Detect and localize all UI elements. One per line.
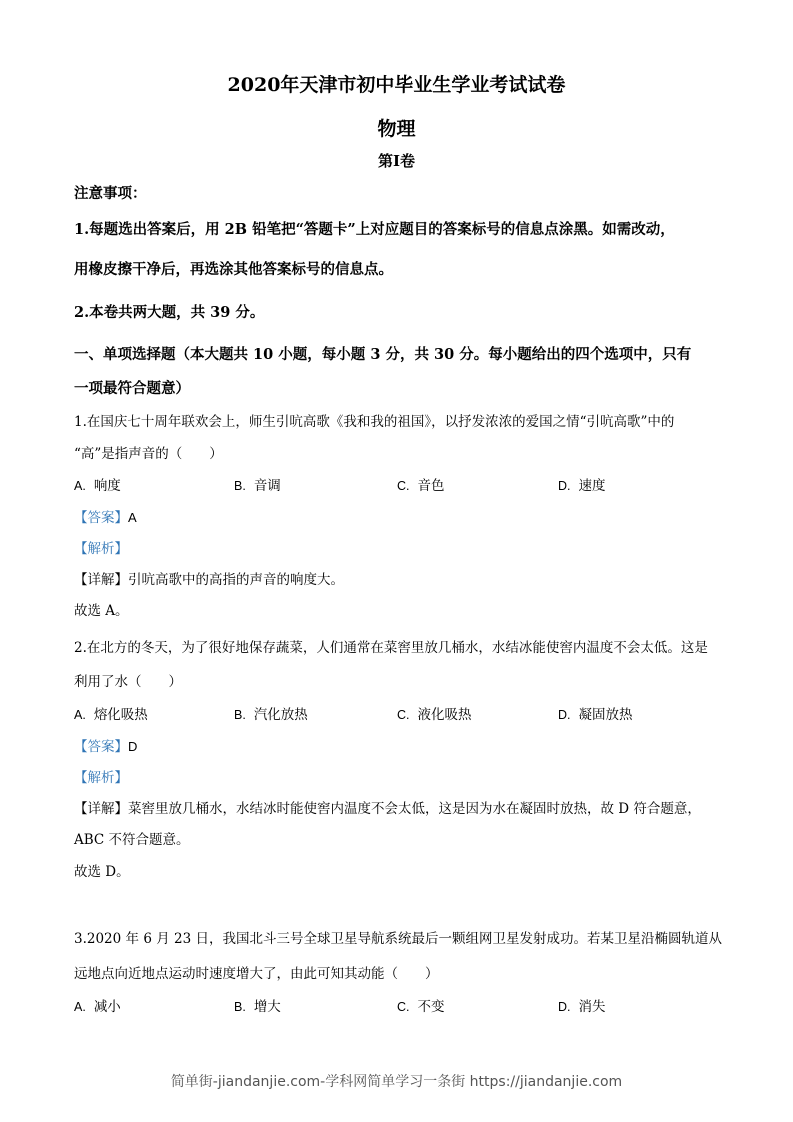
option-a: A. 响度 bbox=[74, 478, 121, 494]
question-1-line-2: “高”是指声音的（ ） bbox=[74, 446, 223, 462]
question-1-detail: 【详解】引吭高歌中的高指的声音的响度大。 bbox=[74, 572, 344, 588]
notice-item-2: 2.本卷共两大题，共 39 分。 bbox=[74, 304, 265, 321]
option-d: D. 消失 bbox=[558, 999, 606, 1015]
option-d: D. 凝固放热 bbox=[558, 707, 633, 723]
question-2-detail-line-1: 【详解】菜窖里放几桶水，水结冰时能使窖内温度不会太低，这是因为水在凝固时放热，故 D 符合题意， bbox=[74, 801, 701, 817]
section-1-heading-line-1: 一、单项选择题（本大题共 10 小题，每小题 3 分，共 30 分。每小题给出的四个选项中，只有 bbox=[74, 346, 692, 363]
question-1-line-1: 1.在国庆七十周年联欢会上，师生引吭高歌《我和我的祖国》，以抒发浓浓的爱国之情“引吭高歌”中的 bbox=[74, 414, 675, 430]
answer-value: A bbox=[128, 510, 137, 525]
question-2-conclusion: 故选 D。 bbox=[74, 864, 130, 880]
subject-title: 物理 bbox=[377, 118, 416, 140]
question-1-answer bbox=[74, 506, 137, 526]
option-c: C. 液化吸热 bbox=[397, 707, 472, 723]
option-b: B. 增大 bbox=[234, 999, 281, 1015]
notice-heading: 注意事项： bbox=[74, 185, 147, 202]
notice-item-1-line-2: 用橡皮擦干净后，再选涂其他答案标号的信息点。 bbox=[74, 261, 393, 278]
answer-value: D bbox=[128, 739, 138, 754]
page-footer: 简单街-jiandanjie.com-学科网简单学习一条街 https://jiandanjie.com bbox=[170, 1074, 623, 1090]
question-1-analysis-tag: 【解析】 bbox=[74, 541, 128, 557]
option-b: B. 音调 bbox=[234, 478, 281, 494]
question-2-analysis-tag: 【解析】 bbox=[74, 770, 128, 786]
volume-label: 第Ⅰ卷 bbox=[377, 152, 416, 170]
question-2-line-1: 2.在北方的冬天，为了很好地保存蔬菜，人们通常在菜窖里放几桶水，水结冰能使窖内温度不会太低。这是 bbox=[74, 640, 708, 656]
exam-title: 2020年天津市初中毕业生学业考试试卷 bbox=[227, 74, 566, 96]
option-c: C. 音色 bbox=[397, 478, 445, 494]
question-1-conclusion: 故选 A。 bbox=[74, 603, 129, 619]
question-2-answer bbox=[74, 735, 137, 755]
answer-tag: 【答案】 bbox=[74, 739, 128, 755]
question-2-line-2: 利用了水（ ） bbox=[74, 674, 182, 690]
answer-tag: 【答案】 bbox=[74, 510, 128, 526]
question-3-line-1: 3.2020 年 6 月 23 日，我国北斗三号全球卫星导航系统最后一颗组网卫星发射成功。若某卫星沿椭圆轨道从 bbox=[74, 931, 722, 947]
option-c: C. 不变 bbox=[397, 999, 445, 1015]
option-b: B. 汽化放热 bbox=[234, 707, 308, 723]
question-3-line-2: 远地点向近地点运动时速度增大了，由此可知其动能（ ） bbox=[74, 966, 439, 982]
option-a: A. 熔化吸热 bbox=[74, 707, 148, 723]
option-d: D. 速度 bbox=[558, 478, 606, 494]
option-a: A. 减小 bbox=[74, 999, 121, 1015]
question-2-detail-line-2: ABC 不符合题意。 bbox=[74, 832, 190, 848]
section-1-heading-line-2: 一项最符合题意） bbox=[74, 380, 190, 397]
notice-item-1-line-1: 1.每题选出答案后，用 2B 铅笔把“答题卡”上对应题目的答案标号的信息点涂黑。如需改动， bbox=[74, 221, 675, 238]
